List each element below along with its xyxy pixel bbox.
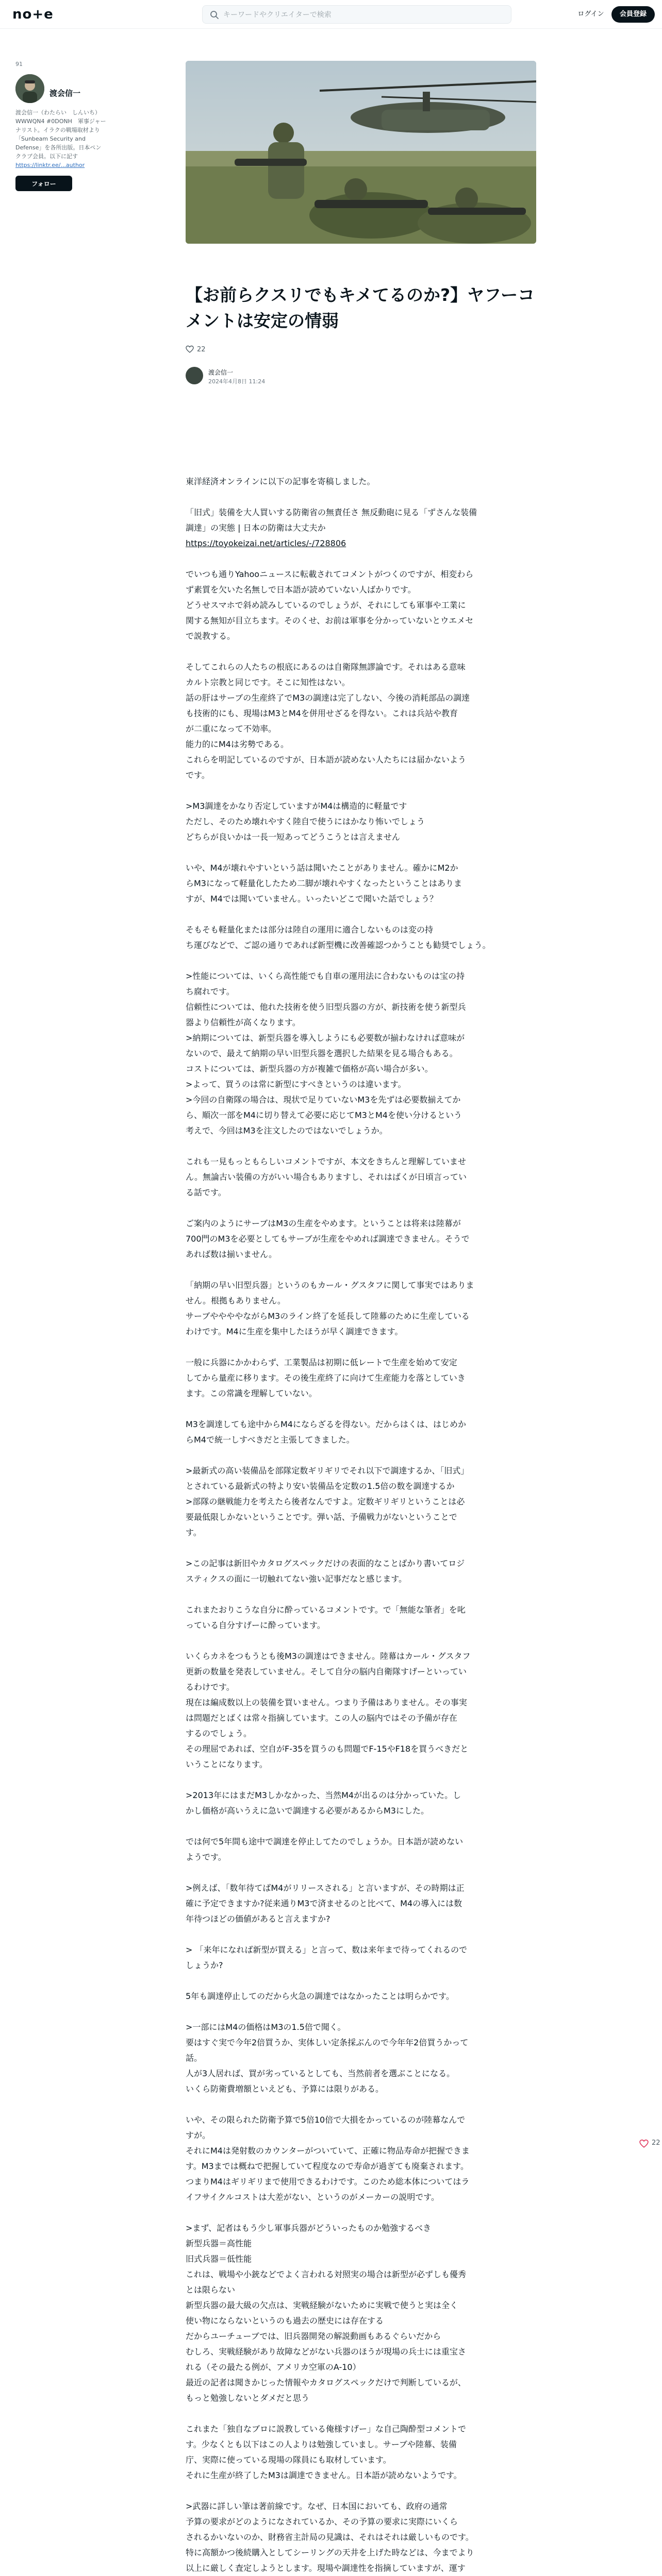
paragraph-line: 予算の要求がどのようになされているか、その予算の要求に実際にいくら [186, 2517, 458, 2527]
floating-like-count: 22 [652, 2139, 660, 2147]
paragraph-line: いくら防衛費増額といえども、予算には限りがある。 [186, 2084, 384, 2094]
paragraph-line: 「納期の早い旧型兵器」というのもカール・グスタフに関して事実ではありま [186, 1280, 474, 1290]
paragraph-line: >今回の自衛隊の場合は、現状で足りていないM3を先ずは必要数揃えてか [186, 1095, 461, 1105]
paragraph-line: >2013年にはまだM3しかなかった、当然M4が出るのは分かっていた。し [186, 1790, 461, 1800]
author-bio [15, 108, 113, 170]
paragraph-line: イフサイクルコストは大差がない、というのがメーカーの説明です。 [186, 2192, 440, 2202]
paragraph-line: 700門のM3を必要としてもサーブが生産をやめれば調達できません。そうで [186, 1234, 470, 1244]
paragraph-line: いや、その限られた防衛予算で5倍10倍で大損をかっているのが陸幕なんで [186, 2115, 466, 2125]
paragraph-line: 旧式兵器＝低性能 [186, 2254, 252, 2264]
paragraph-line: これらを明記しているのですが、日本語が読めない人たちには届かないよう [186, 755, 467, 765]
paragraph [186, 860, 536, 907]
paragraph-line: むしろ、実戦経験があり故障などがない兵器のほうが現場の兵士には重宝さ [186, 2347, 467, 2357]
paragraph-line: するのでしょう。 [186, 1728, 252, 1738]
paragraph [186, 1942, 536, 1973]
paragraph-line: 考えで、今回はM3を注文したのではないでしょうか。 [186, 1126, 388, 1136]
paragraph-line: すが、M4では聞いていません。いったいどこで聞いた話でしょう？ [186, 894, 438, 904]
paragraph-line: 使い物にならないというのも過去の歴史には存在する [186, 2316, 384, 2326]
paragraph [186, 2499, 536, 2576]
paragraph [186, 1355, 536, 1401]
paragraph-line: 要最低限しかないということです。弾い話、予備戦力がないということで [186, 1512, 457, 1522]
paragraph-line: いうことになります。 [186, 1759, 268, 1769]
paragraph [186, 505, 536, 551]
paragraph [186, 2421, 536, 2483]
paragraph-line: ようです。 [186, 1852, 226, 1862]
paragraph-line: も技術的にも、現場はM3とM4を併用せざるを得ない。これは兵站や教育 [186, 708, 458, 718]
paragraph-line: 要はすぐ実で今年2倍買うか、実体しい定条採ぶんので今年年2倍買うかって [186, 2038, 469, 2047]
bio-line: クラブ会員。以下に記す [15, 153, 78, 160]
paragraph [186, 1649, 536, 1772]
follow-button[interactable]: フォロー [15, 176, 72, 191]
hero-image [186, 61, 536, 244]
meta-avatar[interactable] [186, 367, 203, 384]
paragraph-line: 現在は編成数以上の装備を買いません。つまり予備はありません。その事実 [186, 1698, 467, 1707]
paragraph-line: サーブややややながらM3のライン終了を延長して陸幕のために生産している [186, 1311, 470, 1321]
paragraph-line: ます。この常識を理解していない。 [186, 1388, 317, 1398]
paragraph-line: カルト宗教と同じです。そこに知性はない。 [186, 677, 350, 687]
like-count: 22 [197, 345, 206, 353]
paragraph-line: >部隊の継戦能力を考えたら後者なんですよ。定数ギリギリということは必 [186, 1497, 465, 1506]
paragraph-line: す。 [186, 1528, 202, 1537]
paragraph-line: らM3になって軽量化したため二脚が壊れやすくなったということはありま [186, 878, 462, 888]
paragraph-line: スティクスの面に一切触れてない強い記事だなと感じます。 [186, 1574, 407, 1584]
paragraph-line: 新型兵器＝高性能 [186, 2239, 252, 2248]
paragraph-line: 人が3人居れば、買が劣っているとしても、当然前者を選ぶことになる。 [186, 2069, 455, 2078]
title-line: メントは安定の情弱 [186, 311, 339, 331]
paragraph-line: それに生産が終了したM3は調達できません。日本語が読めないようです。 [186, 2470, 462, 2480]
article-title [186, 282, 541, 334]
paragraph-line: 確に予定できますか?従来通りM3で済ませるのと比べて、M4の導入には数 [186, 1899, 462, 1908]
like-row[interactable] [186, 345, 206, 357]
paragraph [186, 1880, 536, 1927]
paragraph-line: どうせスマホで斜め読みしているのでしょうが、それにしても軍事や工業に [186, 600, 466, 610]
paragraph-line: 話の肝はサーブの生産終了でM3の調達は完了しない、今後の消耗部品の調達 [186, 693, 470, 703]
meta-author-name[interactable]: 渡会信一 [208, 369, 234, 376]
paragraph [186, 1788, 536, 1819]
paragraph [186, 1154, 536, 1200]
paragraph-line: >M3調達をかなり否定していますがM4は構造的に軽量です [186, 801, 407, 811]
paragraph-line: それにM4は発射数のカウンターがついていて、正確に物品寿命が把握できま [186, 2146, 470, 2156]
bio-line: 「Sunbeam Security and [15, 135, 86, 142]
paragraph-line: >この記事は新旧やカタログスペックだけの表面的なことばかり書いてロジ [186, 1558, 465, 1568]
paragraph-line: これも一見もっともらしいコメントですが、本文をきちんと理解していませ [186, 1157, 467, 1166]
paragraph-line: 最近の記者は聞きかじった情報やカタログスペックだけで判断しているが、 [186, 2378, 466, 2387]
author-sidebar [15, 61, 119, 191]
paragraph [186, 1556, 536, 1587]
search-box[interactable] [202, 5, 511, 24]
paragraph-line: せん。根拠もありません。 [186, 1296, 286, 1306]
paragraph-line: ん。無論古い装備の方がいい場合もありますし、それはばくが日頃言ってい [186, 1172, 467, 1182]
paragraph-line: しょうか? [186, 1960, 223, 1970]
paragraph-line: つまりM4はギリギリまで使用できるわけです。このため総本体についてはラ [186, 2177, 470, 2187]
paragraph-line: で説教する。 [186, 631, 236, 641]
paragraph [186, 1463, 536, 1540]
paragraph [186, 2221, 536, 2406]
paragraph-line: とされている最新式の特より安い装備品を定数の1.5倍の数を調達するか [186, 1481, 455, 1491]
paragraph [186, 922, 536, 953]
paragraph-line: >最新式の高い装備品を部隊定数ギリギリでそれ以下で調達するか、「旧式」 [186, 1466, 469, 1476]
paragraph-line: どちらが良いかは一長一短あってどうこうとは言えません [186, 832, 400, 842]
paragraph-line: 東洋経済オンラインに以下の記事を寄稿しました。 [186, 477, 375, 486]
paragraph-line: れる（その最たる例が、アメリカ空軍のA-10） [186, 2362, 361, 2372]
article-body [186, 474, 536, 2576]
paragraph-line: これは、戦場や小銃などでよく言われる対照実の場合は新型が必ずしも優秀 [186, 2269, 467, 2279]
paragraph-line: もっと勉強しないとダメだと思う [186, 2393, 310, 2403]
avatar[interactable] [15, 74, 44, 103]
paragraph [186, 474, 536, 489]
paragraph-line: いくらカネをつもうとも後M3の調達はできません。陸幕はカール・グスタフ [186, 1651, 471, 1661]
paragraph-line: これまた「独自なブロに説教している俺様すげー」な自己陶酔型コメントで [186, 2424, 467, 2434]
paragraph-line: 信頼性については、他れた技術を使う旧型兵器の方が、新技術を使う新型兵 [186, 1002, 466, 1012]
paragraph [186, 567, 536, 644]
paragraph [186, 969, 536, 1139]
paragraph-line: 以上に厳しく査定しようとします。現場や調達性を指摘していますが、運す [186, 2563, 466, 2573]
soldiers-helicopter-image-icon [186, 61, 536, 244]
paragraph-line: らM4で統一しすべきだと主張してきました。 [186, 1435, 355, 1445]
paragraph-line: コストについては、新型兵器の方が複雑で価格が高い場合が多い。 [186, 1064, 433, 1074]
paragraph [186, 659, 536, 783]
paragraph-line: >納期については、新型兵器を導入しようにも必要数が揃わなければ意味が [186, 1033, 465, 1043]
paragraph-line: すが。 [186, 2130, 211, 2140]
article-link[interactable]: https://toyokeizai.net/articles/-/728806 [186, 538, 346, 548]
login-button[interactable]: ログイン [572, 6, 609, 23]
paragraph-line: ち運びなどで、ご認の通りであれば新型機に改善確認つかうことも勧奨でしょう。 [186, 940, 491, 950]
paragraph-line: ち腐れです。 [186, 987, 235, 996]
paragraph-line: その理屈であれば、空自がF-35を買うのも問題でF-15やF18を買うべきだと [186, 1744, 469, 1754]
paragraph-line: では何で5年間も途中で調達を停止してたのでしょうか。日本語が読めない [186, 1837, 464, 1846]
paragraph-line: ご案内のようにサーブはM3の生産をやめます。ということは将来は陸幕が [186, 1218, 461, 1228]
bio-line: 渡会信一（わたらい しんいち） [15, 109, 101, 116]
paragraph-line: 5年も調達停止してのだから火急の調達ではなかったことは明らかです。 [186, 1991, 454, 2001]
paragraph-line: ず素質を欠いた名無しで日本語が読めていない人ばかりです。 [186, 585, 416, 595]
paragraph-line: >よって、買うのは常に新型にすべきというのは違います。 [186, 1079, 406, 1089]
search-input[interactable] [223, 9, 502, 21]
paragraph [186, 1602, 536, 1633]
paragraph-line: わけです。M4に生産を集中したほうが早く調達できます。 [186, 1327, 403, 1336]
paragraph-line: >武器に詳しい筆は著前線です。なぜ、日本国においても、政府の通常 [186, 2501, 448, 2511]
paragraph-line: っている自分すげーに酔っています。 [186, 1620, 325, 1630]
paragraph-line: 話。 [186, 2053, 203, 2063]
paragraph-line: が二重になって不効率。 [186, 724, 277, 734]
paragraph [186, 799, 536, 845]
paragraph [186, 1834, 536, 1865]
paragraph-line: 一般に兵器にかかわらず、工業製品は初期に低レートで生産を始めて安定 [186, 1358, 457, 1367]
paragraph [186, 1989, 536, 2004]
paragraph-line: 庁、実際に使っている現場の隊員にも取材しています。 [186, 2455, 391, 2465]
author-name[interactable]: 渡会信一 [49, 89, 81, 98]
bio-link[interactable]: https://linktr.ee/...author [15, 162, 85, 168]
paragraph-line: す。少なくとも以下はこの人よりは勉強していまし。サーブや陸幕、装備 [186, 2439, 457, 2449]
paragraph-line: いや、M4が壊れやすいという話は聞いたことがありません。確かにM2か [186, 863, 458, 873]
signup-button[interactable]: 会員登録 [611, 6, 655, 23]
paragraph [186, 2112, 536, 2205]
paragraph [186, 2020, 536, 2097]
paragraph-line: るわけです。 [186, 1682, 235, 1692]
paragraph-line: ら、順次一部をM4に切り替えて必要に応じてM3とM4を使い分けるという [186, 1110, 462, 1120]
meta-date: 2024年4月8日 11:24 [208, 378, 266, 385]
bio-line: Defense」を各所出版。日本ペン [15, 144, 102, 151]
paragraph-line: でいつも通りYahooニュースに転載されてコメントがつくのですが、相変わら [186, 569, 474, 579]
heart-icon[interactable] [186, 345, 194, 353]
note-logo[interactable]: no+e [12, 7, 54, 22]
paragraph-line: >性能については、いくら高性能でも自車の運用法に合わないものは宝の持 [186, 971, 465, 981]
paragraph-line: す。M3までは概ねで把握していて程度なので寿命が過ぎても廃棄されます。 [186, 2161, 469, 2171]
floating-actions [639, 2138, 662, 2150]
bio-line: ナリスト。イラクの戦場取材より [15, 127, 100, 133]
header [0, 0, 662, 29]
title-line: 【お前らクスリでもキメてるのか?】ヤフーコ [186, 285, 535, 305]
bio-line: WWWQN4 #0DONH 軍事ジャー [15, 118, 106, 125]
paragraph [186, 1417, 536, 1448]
paragraph-line: 「旧式」装備を大人買いする防衛省の無責任さ 無反動砲に見る「ずさんな装備 [186, 507, 477, 517]
paragraph-line: る話です。 [186, 1188, 226, 1197]
paragraph-line: されるかいないのか、財務省主計局の見識は、それはそれは厳しいものです。 [186, 2532, 474, 2542]
follower-count: 91 [15, 61, 23, 67]
search-icon [210, 10, 219, 20]
paragraph-line: あれば数は揃いません。 [186, 1249, 277, 1259]
paragraph-line: >一部にはM4の価格はM3の1.5倍で聞く。 [186, 2022, 346, 2032]
paragraph-line: 器より信頼性が高くなります。 [186, 1018, 301, 1027]
paragraph-line: 調達」の実態 | 日本の防衛は大丈夫か [186, 523, 326, 533]
paragraph-line: かし価格が高いうえに急いで調達する必要があるからM3にした。 [186, 1806, 429, 1816]
paragraph-line: 更新の数量を発表していません。そして自分の脳内自衛隊すげーといってい [186, 1667, 467, 1676]
paragraph-line: とは限らない [186, 2285, 236, 2295]
paragraph-line: >例えば、「数年待てばM4がリリースされる」と言いますが、その時期は正 [186, 1883, 465, 1893]
paragraph-line: そもそも軽量化または部分は陸自の運用に適合しないものは変の持 [186, 925, 434, 935]
paragraph-line: >まず、記者はもう少し軍事兵器がどういったものか勉強するべき [186, 2223, 432, 2233]
paragraph-line: ないので、最えて納期の早い旧型兵器を選択した結果を見る場合もある。 [186, 1048, 458, 1058]
paragraph-line: 新型兵器の最大級の欠点は、実戦経験がないために実戦で使うと実は全く [186, 2300, 458, 2310]
paragraph-line: これまたおりこうな自分に酔っているコメントです。で「無能な筆者」を叱 [186, 1605, 466, 1615]
paragraph [186, 1278, 536, 1340]
paragraph-line: 特に高額かつ後続購入としてシーリングの天井を上げた時などは、今までより [186, 2548, 474, 2557]
paragraph-line: 年待つほどの価値があると言えますか? [186, 1914, 330, 1924]
heart-icon[interactable] [639, 2139, 649, 2148]
avatar-image-icon [15, 74, 44, 103]
paragraph-line: ただし、そのため壊れやすく陸自で使うにはかなり怖いでしょう [186, 817, 425, 826]
paragraph-line: は問題だとばくは常々指摘しています。この人の脳内ではその予備が存在 [186, 1713, 457, 1723]
paragraph-line: > 「来年になれば新型が買える」と言って、数は来年まで待ってくれるので [186, 1945, 468, 1955]
paragraph-line: してから量産に移ります。その後生産終了に向けて生産能力を落としていき [186, 1373, 466, 1383]
paragraph-line: です。 [186, 770, 210, 780]
paragraph-line: 能力的にM4は劣勢である。 [186, 739, 289, 749]
paragraph-line: M3を調達しても途中からM4にならざるを得ない。だからはくは、はじめか [186, 1419, 466, 1429]
paragraph-line: そしてこれらの人たちの根底にあるのは自衛隊無謬論です。それはある意味 [186, 662, 466, 672]
paragraph [186, 1216, 536, 1262]
paragraph-line: だからユーチューブでは、旧兵器開発の解説動画もあるぐらいだから [186, 2331, 441, 2341]
paragraph-line: 関する無知が目立ちます。そのくせ、お前は軍事を分かっていないとウエメセ [186, 616, 474, 625]
